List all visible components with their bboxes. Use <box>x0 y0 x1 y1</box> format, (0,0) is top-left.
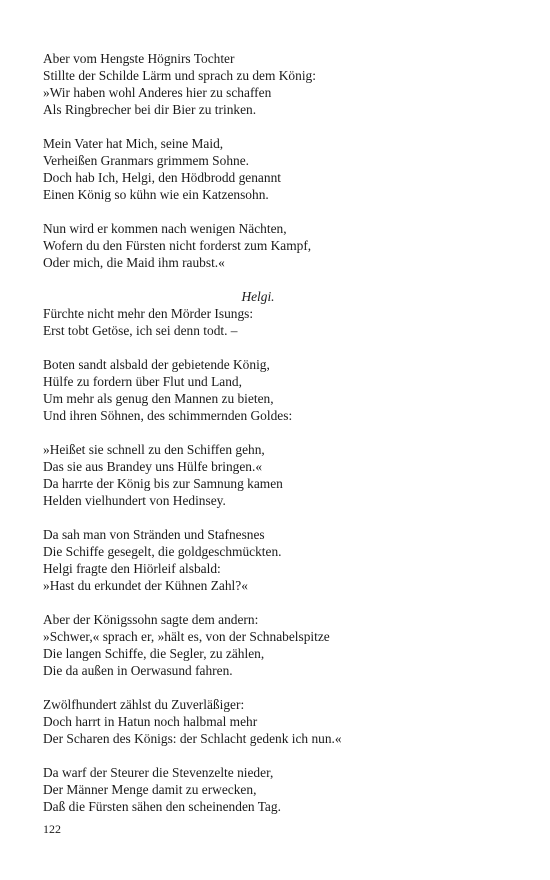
verse-line: Die Schiffe gesegelt, die goldgeschmückten. <box>43 544 282 559</box>
verse-line: Der Männer Menge damit zu erwecken, <box>43 782 257 797</box>
verse-line: Die langen Schiffe, die Segler, zu zählen, <box>43 646 265 661</box>
page-number: 122 <box>43 822 61 836</box>
verse-line: Da warf der Steurer die Stevenzelte nieder, <box>43 765 274 780</box>
verse-line: »Heißet sie schnell zu den Schiffen gehn, <box>43 442 265 457</box>
verse-line: Der Scharen des Königs: der Schlacht gedenk ich nun.« <box>43 731 342 746</box>
verse-line: Als Ringbrecher bei dir Bier zu trinken. <box>43 102 257 117</box>
verse-line: Aber vom Hengste Högnirs Tochter <box>43 51 235 66</box>
verse-line: Da harrte der König bis zur Samnung kamen <box>43 476 283 491</box>
stanza <box>43 441 513 509</box>
verse-line: Um mehr als genug den Mannen zu bieten, <box>43 391 274 406</box>
verse-line: »Schwer,« sprach er, »hält es, von der Schnabelspitze <box>43 629 330 644</box>
verse-line: Nun wird er kommen nach wenigen Nächten, <box>43 221 287 236</box>
verse-line: Zwölfhundert zählst du Zuverläßiger: <box>43 697 245 712</box>
verse-line: Oder mich, die Maid ihm raubst.« <box>43 255 225 270</box>
poem-text <box>43 50 513 832</box>
verse-line: Stillte der Schilde Lärm und sprach zu dem König: <box>43 68 316 83</box>
verse-line: Doch harrt in Hatun noch halbmal mehr <box>43 714 258 729</box>
stanza <box>43 764 513 815</box>
verse-line: Wofern du den Fürsten nicht forderst zum Kampf, <box>43 238 312 253</box>
stanza <box>43 356 513 424</box>
verse-line: Aber der Königssohn sagte dem andern: <box>43 612 259 627</box>
verse-line: Mein Vater hat Mich, seine Maid, <box>43 136 224 151</box>
verse-line: Daß die Fürsten sähen den scheinenden Tag. <box>43 799 281 814</box>
verse-line: »Hast du erkundet der Kühnen Zahl?« <box>43 578 248 593</box>
verse-line: Einen König so kühn wie ein Katzensohn. <box>43 187 269 202</box>
verse-line: Da sah man von Stränden und Stafnesnes <box>43 527 265 542</box>
verse-line: »Wir haben wohl Anderes hier zu schaffen <box>43 85 272 100</box>
verse-line: Doch hab Ich, Helgi, den Hödbrodd genannt <box>43 170 281 185</box>
verse-line: Boten sandt alsbald der gebietende König, <box>43 357 270 372</box>
verse-line: Erst tobt Getöse, ich sei denn todt. – <box>43 323 238 338</box>
stanza <box>43 696 513 747</box>
stanza <box>43 288 513 339</box>
speaker-label: Helgi. <box>241 289 275 304</box>
stanza <box>43 611 513 679</box>
verse-line: Helden vielhundert von Hedinsey. <box>43 493 226 508</box>
verse-line: Das sie aus Brandey uns Hülfe bringen.« <box>43 459 263 474</box>
verse-line: Verheißen Granmars grimmem Sohne. <box>43 153 250 168</box>
verse-line: Fürchte nicht mehr den Mörder Isungs: <box>43 306 254 321</box>
stanza <box>43 50 513 118</box>
verse-line: Hülfe zu fordern über Flut und Land, <box>43 374 242 389</box>
verse-line: Helgi fragte den Hiörleif alsbald: <box>43 561 221 576</box>
stanza <box>43 135 513 203</box>
stanza <box>43 220 513 271</box>
verse-line: Und ihren Söhnen, des schimmernden Goldes: <box>43 408 293 423</box>
verse-line: Die da außen in Oerwasund fahren. <box>43 663 233 678</box>
stanza <box>43 526 513 594</box>
